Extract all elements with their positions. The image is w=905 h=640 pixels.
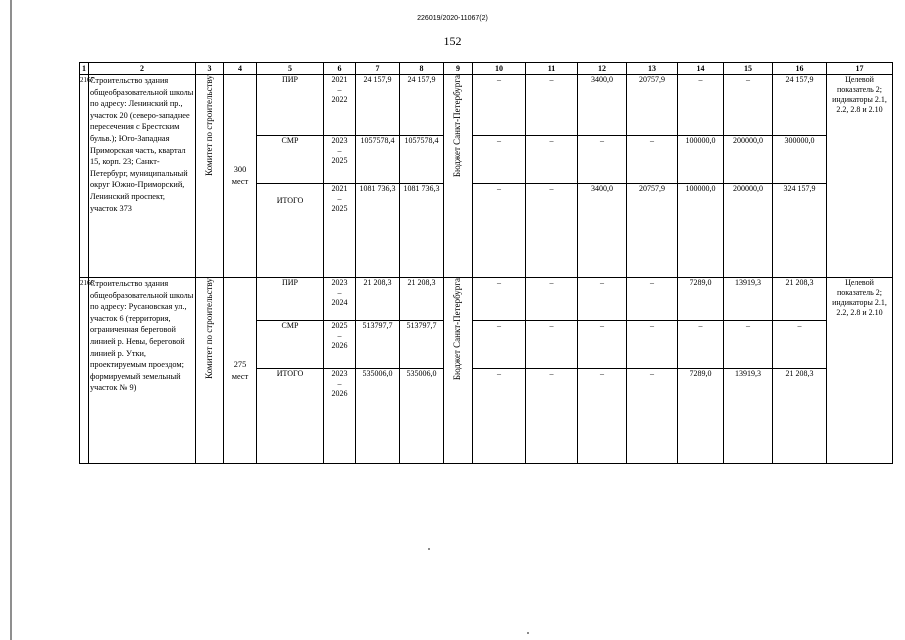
object-description: Строительство здания общеобразовательной школы по адресу: Русановская ул., участок 6 (территория, ограниченная береговой линией р. Невы, береговой линией р. Утки, проектируемым проездом; формируемый земельный участок № 9) [89,278,196,464]
value-cell: 3400,0 [578,75,626,135]
page-number: 152 [443,34,462,48]
col-header: 4 [224,63,257,75]
responsible-committee: Комитет по строительству [196,75,224,278]
value-cell: – [600,368,604,378]
value-cell: 20757,9 [627,75,677,135]
value-cell: – [773,320,826,368]
value-column-13 [627,278,678,464]
responsible-committee: Комитет по строительству [196,278,224,464]
col-header: 1 [80,63,89,75]
value-cell: 100000,0 [685,183,716,193]
capacity: 300 мест [224,75,257,278]
col-header: 11 [526,63,578,75]
col-header: 17 [827,63,893,75]
value-cell: – [473,75,525,135]
value-cell: – [678,75,723,135]
col-header: 10 [473,63,526,75]
value-column-14 [678,75,724,278]
value-cell: 100000,0 [678,135,723,183]
value-cell: 13919,3 [735,368,761,378]
value-column-11 [526,75,578,278]
target-indicator: Целевой показатель 2; индикаторы 2.1, 2.2, 2.8 и 2.10 [827,278,893,464]
value-cell: 1057578,4 [400,135,443,183]
row-number: 2168 [80,278,89,464]
value-cell: – [497,368,501,378]
value-cell: – [526,75,577,135]
value-column-12 [578,278,627,464]
value-column-11 [526,278,578,464]
value-cell: 513797,7 [356,320,399,368]
value-column-15 [724,75,773,278]
years-range: 2021 – 2025 [331,183,348,213]
value-cell: 1057578,4 [356,135,399,183]
value-column-8 [400,75,444,278]
capacity: 275 мест [224,278,257,464]
value-cell: – [627,278,677,320]
value-cell: 20757,9 [639,183,665,193]
value-cell: – [526,135,577,183]
col-header: 12 [578,63,627,75]
value-cell: 200000,0 [733,183,763,193]
value-cell: 535006,0 [406,368,437,378]
value-cell: 7289,0 [689,368,712,378]
years-range: 2023 – 2024 [324,278,355,320]
value-cell: – [627,135,677,183]
scan-speck [428,548,430,550]
value-cell: 21 208,3 [785,368,814,378]
stage-column [257,75,324,278]
col-header: 3 [196,63,224,75]
value-cell: 513797,7 [400,320,443,368]
value-column-10 [473,75,526,278]
value-cell: 24 157,9 [773,75,826,135]
years-column [324,75,356,278]
value-column-16 [773,75,827,278]
value-column-8 [400,278,444,464]
value-column-13 [627,75,678,278]
value-cell: – [473,278,525,320]
value-cell: – [497,183,501,193]
target-indicator: Целевой показатель 2; индикаторы 2.1, 2.2, 2.8 и 2.10 [827,75,893,278]
value-cell: – [549,183,554,193]
value-cell: 1081 736,3 [403,183,440,193]
budget-table [79,62,893,464]
years-column [324,278,356,464]
header-row [80,63,893,75]
value-cell: – [526,320,577,368]
value-cell: 1081 736,3 [359,183,396,193]
value-column-10 [473,278,526,464]
value-cell: 21 208,3 [773,278,826,320]
table-row [80,75,893,278]
stage-label: ИТОГО [276,368,304,378]
col-header: 13 [627,63,678,75]
stage-label: ИТОГО [276,195,304,205]
value-column-16 [773,278,827,464]
stage-label: СМР [257,320,323,368]
value-cell: 535006,0 [362,368,393,378]
stage-label: ПИР [257,278,323,320]
value-cell: – [578,278,626,320]
funding-source: Бюджет Санкт-Петербурга [444,75,473,278]
value-cell: 200000,0 [724,135,772,183]
stage-column [257,278,324,464]
value-cell: 24 157,9 [356,75,399,135]
col-header: 14 [678,63,724,75]
value-cell: 300000,0 [773,135,826,183]
value-cell: 21 208,3 [400,278,443,320]
stage-label: СМР [257,135,323,183]
value-column-7 [356,278,400,464]
col-header: 5 [257,63,324,75]
scan-speck [527,632,529,634]
value-cell: – [724,320,772,368]
value-cell: 24 157,9 [400,75,443,135]
scan-edge-line [10,0,12,640]
value-cell: – [578,135,626,183]
value-cell: – [627,320,677,368]
row-number: 2167 [80,75,89,278]
years-range: 2025 – 2026 [324,320,355,368]
object-description: Строительство здания общеобразовательной школы по адресу: Ленинский пр., участок 20 (северо-западнее пересечения с Брестским бульв.); Юго-Западная Приморская часть, квартал 15, корп. 23; Санкт-Петербург, муниципальный округ Южно-Приморский, Ленинский проспект, участок 373 [89,75,196,278]
stage-label: ПИР [257,75,323,135]
table-row [80,278,893,464]
value-column-14 [678,278,724,464]
value-cell: – [724,75,772,135]
value-cell: – [473,135,525,183]
value-cell: 324 157,9 [783,183,816,193]
col-header: 15 [724,63,773,75]
col-header: 16 [773,63,827,75]
value-cell: – [526,278,577,320]
value-cell: 13919,3 [724,278,772,320]
years-range: 2021 – 2022 [324,75,355,135]
value-cell: 7289,0 [678,278,723,320]
funding-source: Бюджет Санкт-Петербурга [444,278,473,464]
value-cell: 3400,0 [591,183,613,193]
col-header: 6 [324,63,356,75]
years-range: 2023 – 2026 [331,368,348,398]
value-cell: – [678,320,723,368]
col-header: 7 [356,63,400,75]
document-id: 226019/2020-11067(2) [417,15,488,22]
col-header: 9 [444,63,473,75]
value-column-12 [578,75,627,278]
col-header: 2 [89,63,196,75]
col-header: 8 [400,63,444,75]
value-cell: – [473,320,525,368]
value-cell: – [650,368,654,378]
value-cell: 21 208,3 [356,278,399,320]
years-range: 2023 – 2025 [324,135,355,183]
value-column-15 [724,278,773,464]
value-column-7 [356,75,400,278]
value-cell: – [578,320,626,368]
value-cell: – [549,368,554,378]
